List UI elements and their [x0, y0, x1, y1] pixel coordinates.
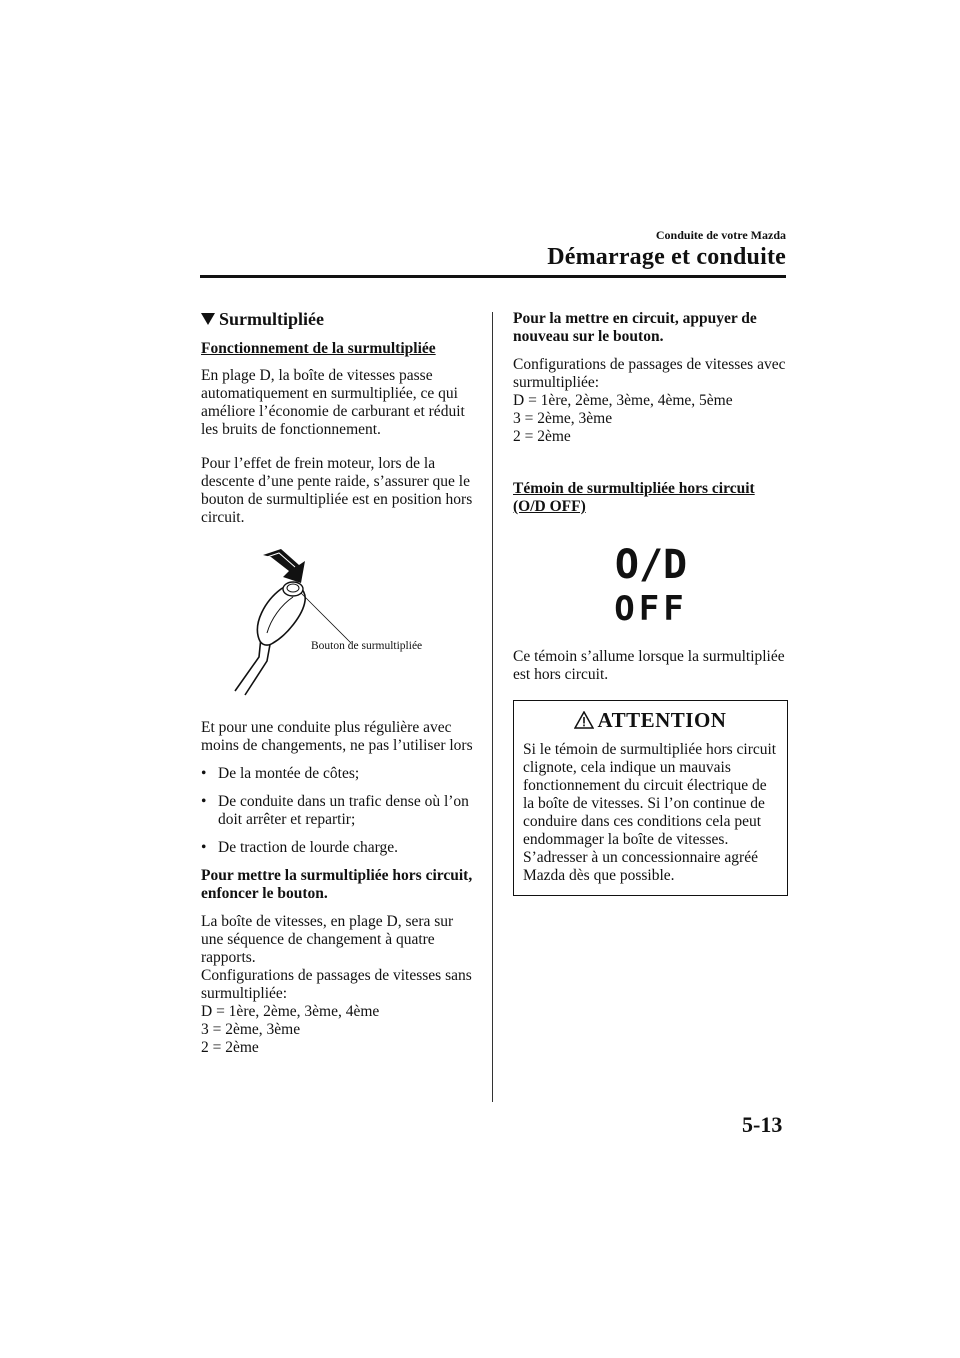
- attention-heading: [523, 708, 777, 732]
- text-line: 2 = 2ème: [201, 1039, 259, 1056]
- page-title: Démarrage et conduite: [547, 244, 786, 270]
- text-line: Configurations de passages de vitesses avec surmultipliée:: [513, 356, 786, 391]
- subheading-operation: Fonctionnement de la surmultipliée: [201, 340, 436, 357]
- text-line: 3 = 2ème, 3ème: [513, 410, 613, 427]
- page-number: 5-13: [742, 1112, 783, 1137]
- attention-heading-text: ATTENTION: [597, 708, 727, 732]
- list-item: • De la montée de côtes;: [201, 765, 476, 783]
- left-column: [201, 310, 476, 1057]
- warning-icon: [574, 711, 594, 729]
- text-line: D = 1ère, 2ème, 3ème, 4ème: [201, 1003, 380, 1020]
- shift-lever-illustration: [201, 543, 476, 703]
- paragraph-indicator-desc: Ce témoin s’allume lorsque la surmultipliée est hors circuit.: [513, 648, 785, 683]
- od-off-symbol: [611, 536, 691, 626]
- text-line: 2 = 2ème: [513, 428, 571, 445]
- header-subtitle: Conduite de votre Mazda: [655, 228, 786, 242]
- text-line: 3 = 2ème, 3ème: [201, 1021, 301, 1038]
- attention-box: [513, 700, 788, 896]
- paragraph-turn-on: Pour la mettre en circuit, appuyer de nouveau sur le bouton.: [513, 310, 757, 345]
- text-line: La boîte de vitesses, en plage D, sera sur une séquence de changement à quatre rapports.: [201, 913, 454, 966]
- figure-label: Bouton de surmultipliée: [311, 640, 423, 652]
- triangle-down-icon: [201, 313, 215, 325]
- text-line: D = 1ère, 2ème, 3ème, 4ème, 5ème: [513, 392, 733, 409]
- section-title: [201, 310, 476, 328]
- overdrive-button-figure: [201, 543, 476, 703]
- header-divider: [200, 275, 786, 278]
- od-off-indicator-icon: [513, 536, 788, 626]
- text-line: Configurations de passages de vitesses sans surmultipliée:: [201, 967, 472, 1002]
- right-column: [513, 310, 788, 896]
- column-divider: [492, 312, 493, 1102]
- off-text: OFF: [613, 589, 688, 626]
- list-item: • De traction de lourde charge.: [201, 839, 476, 857]
- list-item: • De conduite dans un trafic dense où l’on doit arrêter et repartir;: [201, 793, 476, 829]
- paragraph-turn-off: Pour mettre la surmultipliée hors circuit, enfoncer le bouton.: [201, 867, 473, 902]
- paragraph-without-overdrive: [201, 913, 476, 1057]
- subheading-indicator: Témoin de surmultipliée hors circuit (O/D OFF): [513, 480, 755, 515]
- paragraph-engine-brake: Pour l’effet de frein moteur, lors de la descente d’une pente raide, s’assurer que le bouton de surmultipliée est en position hors circuit.: [201, 455, 473, 526]
- attention-body: Si le témoin de surmultipliée hors circuit clignote, cela indique un mauvais fonctionnement du circuit électrique de la boîte de vitesses. Si l’on continue de conduire dans ces conditions cela peut endommager la boîte de vitesses. S’adresser à un concessionnaire agréé Mazda dès que possible.: [523, 741, 777, 884]
- paragraph-intro: En plage D, la boîte de vitesses passe automatiquement en surmultipliée, ce qui améliore l’économie de carburant et réduit les bruits de fonctionnement.: [201, 367, 465, 438]
- paragraph-smooth-driving: Et pour une conduite plus régulière avec moins de changements, ne pas l’utiliser lors: [201, 719, 473, 754]
- od-text: O/D: [614, 542, 687, 588]
- conditions-list: [201, 765, 476, 857]
- section-title-text: Surmultipliée: [219, 309, 325, 329]
- paragraph-with-overdrive: [513, 356, 788, 446]
